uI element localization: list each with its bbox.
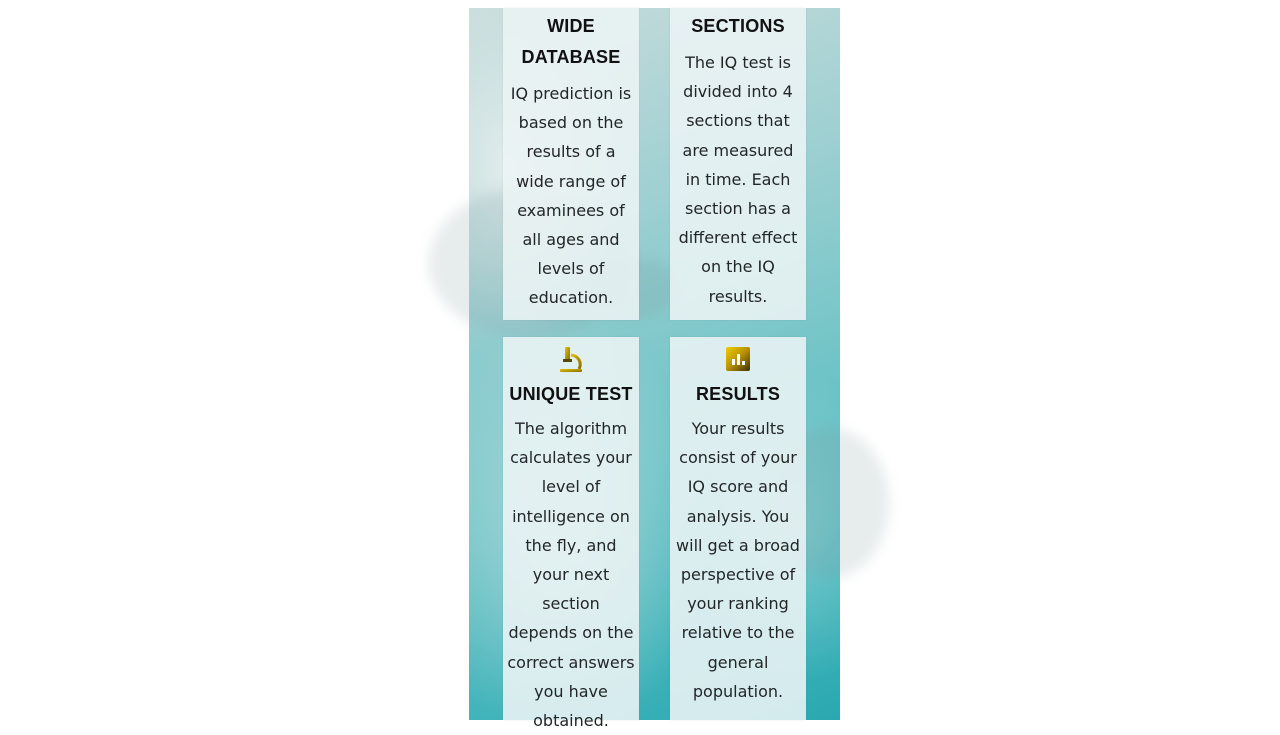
card-text: Your results consist of your IQ score and analysis. You will get a broad perspective of your ranking relative to the general population.	[676, 419, 800, 701]
microscope-icon	[557, 346, 585, 374]
card-title: RESULTS	[695, 384, 781, 404]
card-text: The IQ test is divided into 4 sections that are measured in time. Each section has a different effect on the IQ results.	[678, 53, 798, 306]
feature-card-unique-test	[503, 337, 639, 731]
card-text: IQ prediction is based on the results of a wide range of examinees of all ages and levels of education.	[510, 84, 632, 308]
bar-chart-icon	[726, 347, 750, 371]
page-viewport	[469, 8, 840, 731]
card-title: SECTIONS	[691, 16, 785, 36]
feature-card-wide-database	[503, 8, 639, 320]
feature-card-sections	[670, 8, 806, 320]
card-title: UNIQUE TEST	[509, 384, 633, 404]
card-title: WIDE DATABASE	[521, 16, 621, 67]
feature-card-results	[670, 337, 806, 720]
card-text: The algorithm calculates your level of intelligence on the fly, and your next section depends on the correct answers you have obtained.	[507, 419, 635, 731]
